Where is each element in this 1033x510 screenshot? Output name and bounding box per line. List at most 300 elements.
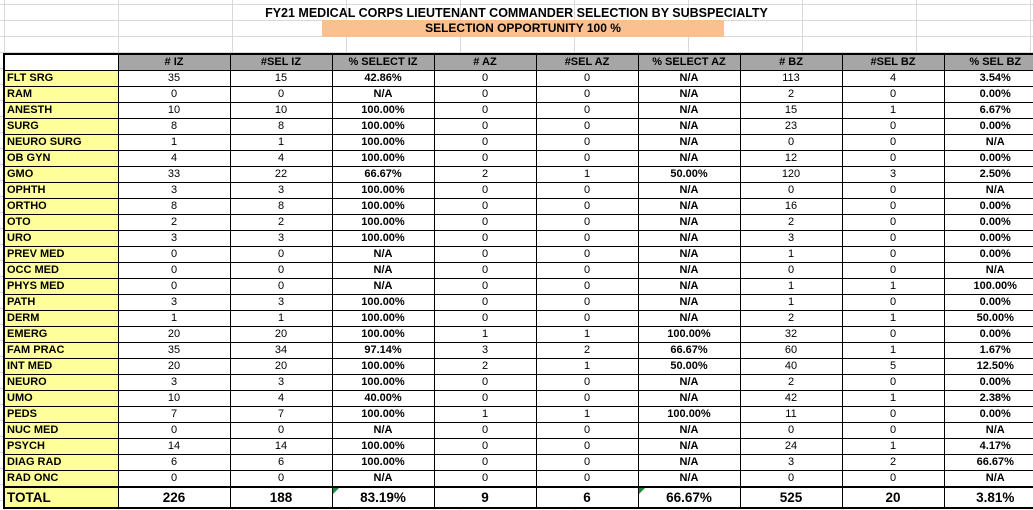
- table-cell[interactable]: 0: [434, 119, 536, 135]
- table-cell[interactable]: N/A: [944, 263, 1033, 279]
- table-cell[interactable]: N/A: [638, 215, 740, 231]
- table-cell[interactable]: 100.00%: [332, 359, 434, 375]
- table-cell[interactable]: 3: [434, 343, 536, 359]
- table-cell[interactable]: 100.00%: [332, 407, 434, 423]
- table-cell[interactable]: 4: [118, 151, 230, 167]
- row-label[interactable]: EMERG: [4, 327, 118, 343]
- row-label[interactable]: GMO: [4, 167, 118, 183]
- table-cell[interactable]: N/A: [638, 103, 740, 119]
- table-cell[interactable]: 14: [118, 439, 230, 455]
- table-cell[interactable]: 4: [230, 391, 332, 407]
- table-cell[interactable]: 6: [230, 455, 332, 471]
- table-cell[interactable]: 15: [740, 103, 842, 119]
- table-cell[interactable]: 60: [740, 343, 842, 359]
- table-cell[interactable]: 0: [842, 375, 944, 391]
- table-cell[interactable]: 4: [230, 151, 332, 167]
- table-cell[interactable]: 40: [740, 359, 842, 375]
- table-cell[interactable]: 0: [118, 279, 230, 295]
- table-cell[interactable]: 4: [842, 71, 944, 87]
- table-cell[interactable]: 0.00%: [944, 119, 1033, 135]
- table-cell[interactable]: 0: [434, 391, 536, 407]
- table-cell[interactable]: 66.67%: [332, 167, 434, 183]
- table-cell[interactable]: 3: [118, 295, 230, 311]
- table-cell[interactable]: 0: [118, 263, 230, 279]
- table-cell[interactable]: 0: [434, 247, 536, 263]
- table-cell[interactable]: 2.38%: [944, 391, 1033, 407]
- table-cell[interactable]: 3: [230, 375, 332, 391]
- table-cell[interactable]: 100.00%: [332, 135, 434, 151]
- table-cell[interactable]: 3: [118, 183, 230, 199]
- table-cell[interactable]: 0: [842, 199, 944, 215]
- table-cell[interactable]: 100.00%: [944, 279, 1033, 295]
- table-cell[interactable]: N/A: [638, 439, 740, 455]
- table-cell[interactable]: 1: [842, 391, 944, 407]
- table-cell[interactable]: 0: [434, 199, 536, 215]
- table-cell[interactable]: 0: [842, 183, 944, 199]
- row-label[interactable]: PREV MED: [4, 247, 118, 263]
- table-cell[interactable]: 6.67%: [944, 103, 1033, 119]
- table-row: [4, 215, 1033, 231]
- table-cell[interactable]: 0: [842, 119, 944, 135]
- table-cell[interactable]: N/A: [638, 119, 740, 135]
- table-cell[interactable]: 0: [536, 199, 638, 215]
- table-cell[interactable]: N/A: [332, 263, 434, 279]
- table-cell[interactable]: N/A: [944, 183, 1033, 199]
- table-cell[interactable]: 1: [536, 167, 638, 183]
- table-cell[interactable]: 14: [230, 439, 332, 455]
- table-cell[interactable]: 0: [434, 103, 536, 119]
- table-cell[interactable]: 0: [536, 455, 638, 471]
- table-cell[interactable]: 100.00%: [638, 327, 740, 343]
- table-cell[interactable]: 0: [434, 135, 536, 151]
- table-cell[interactable]: 42.86%: [332, 71, 434, 87]
- table-cell[interactable]: 0: [536, 263, 638, 279]
- row-label[interactable]: NEURO: [4, 375, 118, 391]
- table-cell[interactable]: 0: [536, 103, 638, 119]
- total-cell[interactable]: 3.81%: [944, 487, 1033, 508]
- table-cell[interactable]: 1: [842, 103, 944, 119]
- table-cell[interactable]: 10: [230, 103, 332, 119]
- table-cell[interactable]: N/A: [638, 151, 740, 167]
- table-cell[interactable]: 20: [118, 327, 230, 343]
- row-label[interactable]: OTO: [4, 215, 118, 231]
- row-label[interactable]: UMO: [4, 391, 118, 407]
- table-cell[interactable]: 32: [740, 327, 842, 343]
- table-cell[interactable]: N/A: [638, 71, 740, 87]
- table-cell[interactable]: 0: [434, 231, 536, 247]
- row-label[interactable]: DIAG RAD: [4, 455, 118, 471]
- table-cell[interactable]: 0.00%: [944, 231, 1033, 247]
- table-cell[interactable]: 0: [118, 247, 230, 263]
- table-cell[interactable]: 50.00%: [638, 167, 740, 183]
- row-label[interactable]: PATH: [4, 295, 118, 311]
- table-cell[interactable]: 11: [740, 407, 842, 423]
- table-cell[interactable]: 0: [842, 215, 944, 231]
- table-cell[interactable]: N/A: [638, 375, 740, 391]
- table-cell[interactable]: 3: [230, 183, 332, 199]
- table-cell[interactable]: 100.00%: [332, 215, 434, 231]
- table-cell[interactable]: 0: [434, 263, 536, 279]
- table-cell[interactable]: 1: [536, 327, 638, 343]
- table-cell[interactable]: 97.14%: [332, 343, 434, 359]
- table-cell[interactable]: N/A: [944, 135, 1033, 151]
- table-cell[interactable]: 0: [434, 471, 536, 488]
- table-row: [4, 423, 1033, 439]
- table-cell[interactable]: 1: [434, 327, 536, 343]
- table-cell[interactable]: 15: [230, 71, 332, 87]
- table-cell[interactable]: 40.00%: [332, 391, 434, 407]
- table-cell[interactable]: N/A: [638, 455, 740, 471]
- column-header[interactable]: # IZ: [118, 54, 230, 71]
- row-label[interactable]: INT MED: [4, 359, 118, 375]
- table-cell[interactable]: 0: [118, 471, 230, 488]
- table-cell[interactable]: 2: [740, 311, 842, 327]
- table-cell[interactable]: 3: [230, 295, 332, 311]
- total-cell[interactable]: 226: [118, 487, 230, 508]
- column-header[interactable]: # BZ: [740, 54, 842, 71]
- table-cell[interactable]: 2.50%: [944, 167, 1033, 183]
- total-cell[interactable]: 188: [230, 487, 332, 508]
- table-cell[interactable]: 0: [434, 439, 536, 455]
- table-cell[interactable]: 0: [118, 423, 230, 439]
- table-cell[interactable]: 3: [740, 231, 842, 247]
- table-cell[interactable]: 100.00%: [332, 231, 434, 247]
- table-cell[interactable]: N/A: [638, 199, 740, 215]
- table-cell[interactable]: 0: [740, 183, 842, 199]
- row-label[interactable]: RAM: [4, 87, 118, 103]
- table-cell[interactable]: 3: [842, 167, 944, 183]
- table-cell[interactable]: 0.00%: [944, 199, 1033, 215]
- table-cell[interactable]: 5: [842, 359, 944, 375]
- table-cell[interactable]: 24: [740, 439, 842, 455]
- table-cell[interactable]: 7: [230, 407, 332, 423]
- table-cell[interactable]: 100.00%: [332, 311, 434, 327]
- table-cell[interactable]: 2: [434, 167, 536, 183]
- table-cell[interactable]: N/A: [332, 423, 434, 439]
- table-cell[interactable]: 0: [536, 439, 638, 455]
- table-cell[interactable]: 0.00%: [944, 247, 1033, 263]
- table-cell[interactable]: 66.67%: [638, 343, 740, 359]
- total-cell[interactable]: 9: [434, 487, 536, 508]
- table-cell[interactable]: 0: [536, 183, 638, 199]
- table-cell[interactable]: 0: [230, 279, 332, 295]
- table-cell[interactable]: 50.00%: [638, 359, 740, 375]
- table-cell[interactable]: 8: [118, 119, 230, 135]
- table-cell[interactable]: 1: [842, 311, 944, 327]
- table-cell[interactable]: 20: [118, 359, 230, 375]
- table-row: [4, 183, 1033, 199]
- table-cell[interactable]: 2: [230, 215, 332, 231]
- table-cell[interactable]: 0: [842, 407, 944, 423]
- table-cell[interactable]: 1: [842, 279, 944, 295]
- table-cell[interactable]: 20: [230, 327, 332, 343]
- column-header[interactable]: #SEL BZ: [842, 54, 944, 71]
- table-cell[interactable]: 100.00%: [332, 119, 434, 135]
- table-cell[interactable]: 0: [230, 423, 332, 439]
- table-cell[interactable]: 0: [740, 423, 842, 439]
- table-cell[interactable]: 100.00%: [332, 103, 434, 119]
- table-cell[interactable]: N/A: [638, 311, 740, 327]
- total-label[interactable]: TOTAL: [4, 487, 118, 508]
- table-cell[interactable]: 23: [740, 119, 842, 135]
- table-cell[interactable]: 0: [842, 295, 944, 311]
- table-cell[interactable]: 66.67%: [944, 455, 1033, 471]
- table-cell[interactable]: 0: [536, 391, 638, 407]
- table-row: [4, 119, 1033, 135]
- table-cell[interactable]: 100.00%: [332, 327, 434, 343]
- table-cell[interactable]: 2: [118, 215, 230, 231]
- table-cell[interactable]: 1: [434, 407, 536, 423]
- table-cell[interactable]: 1: [536, 407, 638, 423]
- table-cell[interactable]: 120: [740, 167, 842, 183]
- table-cell[interactable]: 1: [230, 311, 332, 327]
- table-cell[interactable]: N/A: [638, 423, 740, 439]
- table-cell[interactable]: 0: [842, 423, 944, 439]
- table-row: [4, 359, 1033, 375]
- table-cell[interactable]: N/A: [944, 471, 1033, 488]
- row-label[interactable]: FLT SRG: [4, 71, 118, 87]
- table-cell[interactable]: 1: [740, 279, 842, 295]
- table-row: [4, 279, 1033, 295]
- row-label[interactable]: ORTHO: [4, 199, 118, 215]
- table-cell[interactable]: 100.00%: [332, 439, 434, 455]
- table-cell[interactable]: 1.67%: [944, 343, 1033, 359]
- table-cell[interactable]: 0: [536, 247, 638, 263]
- row-label[interactable]: RAD ONC: [4, 471, 118, 488]
- table-cell[interactable]: 0: [434, 87, 536, 103]
- table-cell[interactable]: 50.00%: [944, 311, 1033, 327]
- table-cell[interactable]: 0: [842, 87, 944, 103]
- total-cell[interactable]: 66.67%: [638, 487, 740, 508]
- table-cell[interactable]: 1: [842, 439, 944, 455]
- table-cell[interactable]: 0: [536, 231, 638, 247]
- table-cell[interactable]: 0: [842, 327, 944, 343]
- table-cell[interactable]: 0: [536, 71, 638, 87]
- table-cell[interactable]: 1: [230, 135, 332, 151]
- table-cell[interactable]: 0: [740, 135, 842, 151]
- table-cell[interactable]: 0: [842, 263, 944, 279]
- table-cell[interactable]: 100.00%: [332, 375, 434, 391]
- table-cell[interactable]: 0: [740, 263, 842, 279]
- row-label[interactable]: NUC MED: [4, 423, 118, 439]
- table-cell[interactable]: 20: [230, 359, 332, 375]
- table-cell[interactable]: 1: [118, 135, 230, 151]
- row-label[interactable]: PHYS MED: [4, 279, 118, 295]
- table-cell[interactable]: 35: [118, 71, 230, 87]
- table-cell[interactable]: 113: [740, 71, 842, 87]
- table-row: [4, 375, 1033, 391]
- column-header[interactable]: # AZ: [434, 54, 536, 71]
- table-cell[interactable]: 0: [740, 471, 842, 488]
- table-cell[interactable]: 0: [434, 311, 536, 327]
- table-cell[interactable]: 100.00%: [332, 183, 434, 199]
- column-header[interactable]: #SEL AZ: [536, 54, 638, 71]
- table-cell[interactable]: 0: [842, 471, 944, 488]
- table-cell[interactable]: 1: [740, 247, 842, 263]
- table-cell[interactable]: 2: [434, 359, 536, 375]
- table-cell[interactable]: 0.00%: [944, 375, 1033, 391]
- table-cell[interactable]: N/A: [332, 247, 434, 263]
- table-cell[interactable]: 0: [536, 215, 638, 231]
- table-cell[interactable]: 1: [118, 311, 230, 327]
- column-header[interactable]: #SEL IZ: [230, 54, 332, 71]
- table-cell[interactable]: 10: [118, 103, 230, 119]
- table-cell[interactable]: 3.54%: [944, 71, 1033, 87]
- table-cell[interactable]: N/A: [638, 279, 740, 295]
- table-cell[interactable]: 0: [434, 183, 536, 199]
- table-cell[interactable]: 0.00%: [944, 327, 1033, 343]
- table-cell[interactable]: 0: [842, 135, 944, 151]
- table-cell[interactable]: N/A: [638, 471, 740, 488]
- table-cell[interactable]: N/A: [638, 183, 740, 199]
- table-cell[interactable]: 100.00%: [332, 455, 434, 471]
- row-label[interactable]: DERM: [4, 311, 118, 327]
- total-cell[interactable]: 525: [740, 487, 842, 508]
- table-cell[interactable]: N/A: [332, 279, 434, 295]
- row-label[interactable]: ANESTH: [4, 103, 118, 119]
- table-cell[interactable]: 0.00%: [944, 87, 1033, 103]
- row-label[interactable]: OCC MED: [4, 263, 118, 279]
- table-cell[interactable]: N/A: [944, 423, 1033, 439]
- table-row: [4, 199, 1033, 215]
- table-cell[interactable]: 0: [434, 151, 536, 167]
- row-label[interactable]: FAM PRAC: [4, 343, 118, 359]
- table-cell[interactable]: 0: [842, 231, 944, 247]
- table-cell[interactable]: 0: [536, 279, 638, 295]
- table-cell[interactable]: 1: [740, 295, 842, 311]
- table-cell[interactable]: 0: [434, 423, 536, 439]
- table-cell[interactable]: 0: [230, 247, 332, 263]
- column-header[interactable]: % SELECT IZ: [332, 54, 434, 71]
- table-cell[interactable]: 100.00%: [638, 407, 740, 423]
- table-cell[interactable]: 4.17%: [944, 439, 1033, 455]
- table-cell[interactable]: 0: [230, 263, 332, 279]
- table-row: [4, 167, 1033, 183]
- table-cell[interactable]: 2: [740, 87, 842, 103]
- row-label[interactable]: OPHTH: [4, 183, 118, 199]
- table-cell[interactable]: 3: [230, 231, 332, 247]
- table-cell[interactable]: 0: [536, 375, 638, 391]
- table-row: [4, 135, 1033, 151]
- table-cell[interactable]: 0: [230, 471, 332, 488]
- total-cell[interactable]: 6: [536, 487, 638, 508]
- table-cell[interactable]: 0: [536, 311, 638, 327]
- table-cell[interactable]: 0: [536, 471, 638, 488]
- table-cell[interactable]: N/A: [638, 295, 740, 311]
- table-cell[interactable]: 0: [118, 87, 230, 103]
- table-cell[interactable]: 33: [118, 167, 230, 183]
- total-row: [4, 487, 1033, 508]
- table-cell[interactable]: N/A: [638, 263, 740, 279]
- table-cell[interactable]: 0: [434, 295, 536, 311]
- table-cell[interactable]: 0: [434, 71, 536, 87]
- selection-table: [3, 53, 1033, 509]
- table-cell[interactable]: 0.00%: [944, 407, 1033, 423]
- table-cell[interactable]: 10: [118, 391, 230, 407]
- table-cell[interactable]: 0: [434, 215, 536, 231]
- table-cell[interactable]: 0: [434, 375, 536, 391]
- table-cell[interactable]: 8: [118, 199, 230, 215]
- table-cell[interactable]: 12.50%: [944, 359, 1033, 375]
- total-cell[interactable]: 20: [842, 487, 944, 508]
- header-corner[interactable]: [4, 54, 118, 71]
- table-cell[interactable]: 100.00%: [332, 199, 434, 215]
- table-cell[interactable]: 0: [434, 279, 536, 295]
- table-cell[interactable]: N/A: [638, 231, 740, 247]
- table-cell[interactable]: 2: [536, 343, 638, 359]
- table-cell[interactable]: 0.00%: [944, 151, 1033, 167]
- table-cell[interactable]: N/A: [332, 87, 434, 103]
- table-cell[interactable]: 0: [536, 423, 638, 439]
- table-cell[interactable]: 22: [230, 167, 332, 183]
- row-label[interactable]: OB GYN: [4, 151, 118, 167]
- table-cell[interactable]: 2: [740, 215, 842, 231]
- row-label[interactable]: PSYCH: [4, 439, 118, 455]
- table-cell[interactable]: 42: [740, 391, 842, 407]
- table-cell[interactable]: 0.00%: [944, 295, 1033, 311]
- table-cell[interactable]: 35: [118, 343, 230, 359]
- table-cell[interactable]: 12: [740, 151, 842, 167]
- table-cell[interactable]: 3: [118, 231, 230, 247]
- table-cell[interactable]: 1: [842, 343, 944, 359]
- table-cell[interactable]: N/A: [638, 135, 740, 151]
- table-cell[interactable]: 8: [230, 199, 332, 215]
- table-cell[interactable]: 0: [842, 247, 944, 263]
- table-cell[interactable]: 2: [842, 455, 944, 471]
- table-row: [4, 311, 1033, 327]
- table-cell[interactable]: 0: [230, 87, 332, 103]
- total-cell[interactable]: 83.19%: [332, 487, 434, 508]
- table-cell[interactable]: N/A: [332, 471, 434, 488]
- table-cell[interactable]: 0: [842, 151, 944, 167]
- column-header[interactable]: % SELECT AZ: [638, 54, 740, 71]
- table-cell[interactable]: 16: [740, 199, 842, 215]
- table-cell[interactable]: 0: [536, 295, 638, 311]
- table-cell[interactable]: 2: [740, 375, 842, 391]
- table-cell[interactable]: 0: [536, 119, 638, 135]
- table-row: [4, 263, 1033, 279]
- table-row: [4, 151, 1033, 167]
- row-label[interactable]: URO: [4, 231, 118, 247]
- table-cell[interactable]: 100.00%: [332, 295, 434, 311]
- table-cell[interactable]: 0: [536, 87, 638, 103]
- table-cell[interactable]: 0: [536, 135, 638, 151]
- table-cell[interactable]: 8: [230, 119, 332, 135]
- table-cell[interactable]: 0.00%: [944, 215, 1033, 231]
- header-row: [4, 54, 1033, 71]
- table-cell[interactable]: 6: [118, 455, 230, 471]
- table-cell[interactable]: 3: [118, 375, 230, 391]
- sheet-subtitle: SELECTION OPPORTUNITY 100 %: [322, 20, 724, 37]
- table-cell[interactable]: 3: [740, 455, 842, 471]
- table-cell[interactable]: 34: [230, 343, 332, 359]
- row-label[interactable]: PEDS: [4, 407, 118, 423]
- table-row: [4, 471, 1033, 488]
- table-row: [4, 391, 1033, 407]
- column-header[interactable]: % SEL BZ: [944, 54, 1033, 71]
- row-label[interactable]: NEURO SURG: [4, 135, 118, 151]
- table-cell[interactable]: N/A: [638, 247, 740, 263]
- table-cell[interactable]: 100.00%: [332, 151, 434, 167]
- table-cell[interactable]: 7: [118, 407, 230, 423]
- table-cell[interactable]: N/A: [638, 87, 740, 103]
- table-cell[interactable]: 0: [434, 455, 536, 471]
- table-cell[interactable]: 0: [536, 151, 638, 167]
- table-cell[interactable]: N/A: [638, 391, 740, 407]
- table-row: [4, 343, 1033, 359]
- row-label[interactable]: SURG: [4, 119, 118, 135]
- table-cell[interactable]: 1: [536, 359, 638, 375]
